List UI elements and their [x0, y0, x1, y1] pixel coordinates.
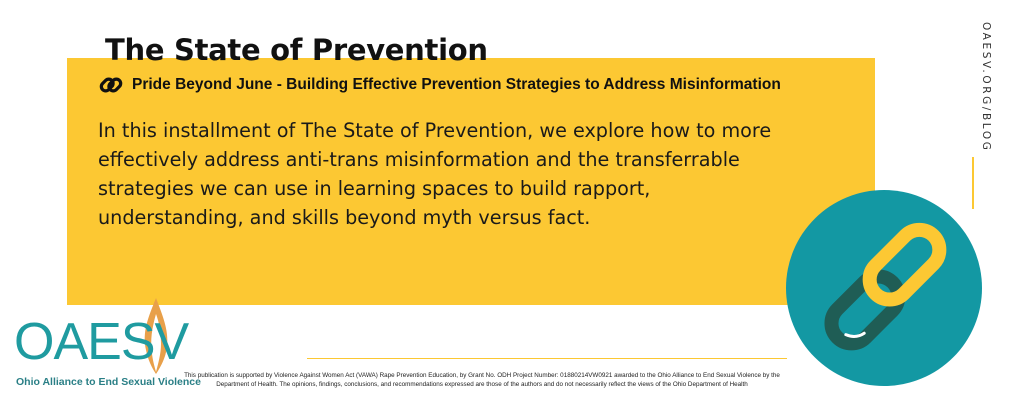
page-title: The State of Prevention: [105, 33, 488, 67]
footer-divider: [307, 358, 787, 359]
oaesv-logo: [12, 296, 201, 394]
subtitle-row: [98, 72, 781, 98]
blog-url-label: OAESV.ORG/BLOG: [980, 22, 992, 153]
funding-disclaimer: This publication is supported by Violence Against Women Act (VAWA) Rape Prevention Education, by Grant No. ODH Project Number: 01880214VW0921 awarded to the Ohio Alliance to End Sexual Violence by the Department of Health. The opinions, findings, conclusions, and recommendations expressed are those of the authors and do not necessarily reflect the views of the Ohio Department of Health: [184, 372, 780, 388]
chain-link-icon: [786, 190, 982, 386]
link-icon: [98, 72, 124, 98]
post-subtitle: Pride Beyond June - Building Effective Prevention Strategies to Address Misinformation: [132, 76, 781, 93]
logo-wordmark: OAESV: [14, 313, 189, 371]
logo-tagline: Ohio Alliance to End Sexual Violence: [16, 376, 201, 388]
accent-divider: [972, 157, 974, 209]
post-description: In this installment of The State of Prevention, we explore how to more effectively address anti-trans misinformation and the transferrable strategies we can use in learning spaces to build rapport, understanding, and skills beyond myth versus fact.: [98, 119, 772, 229]
